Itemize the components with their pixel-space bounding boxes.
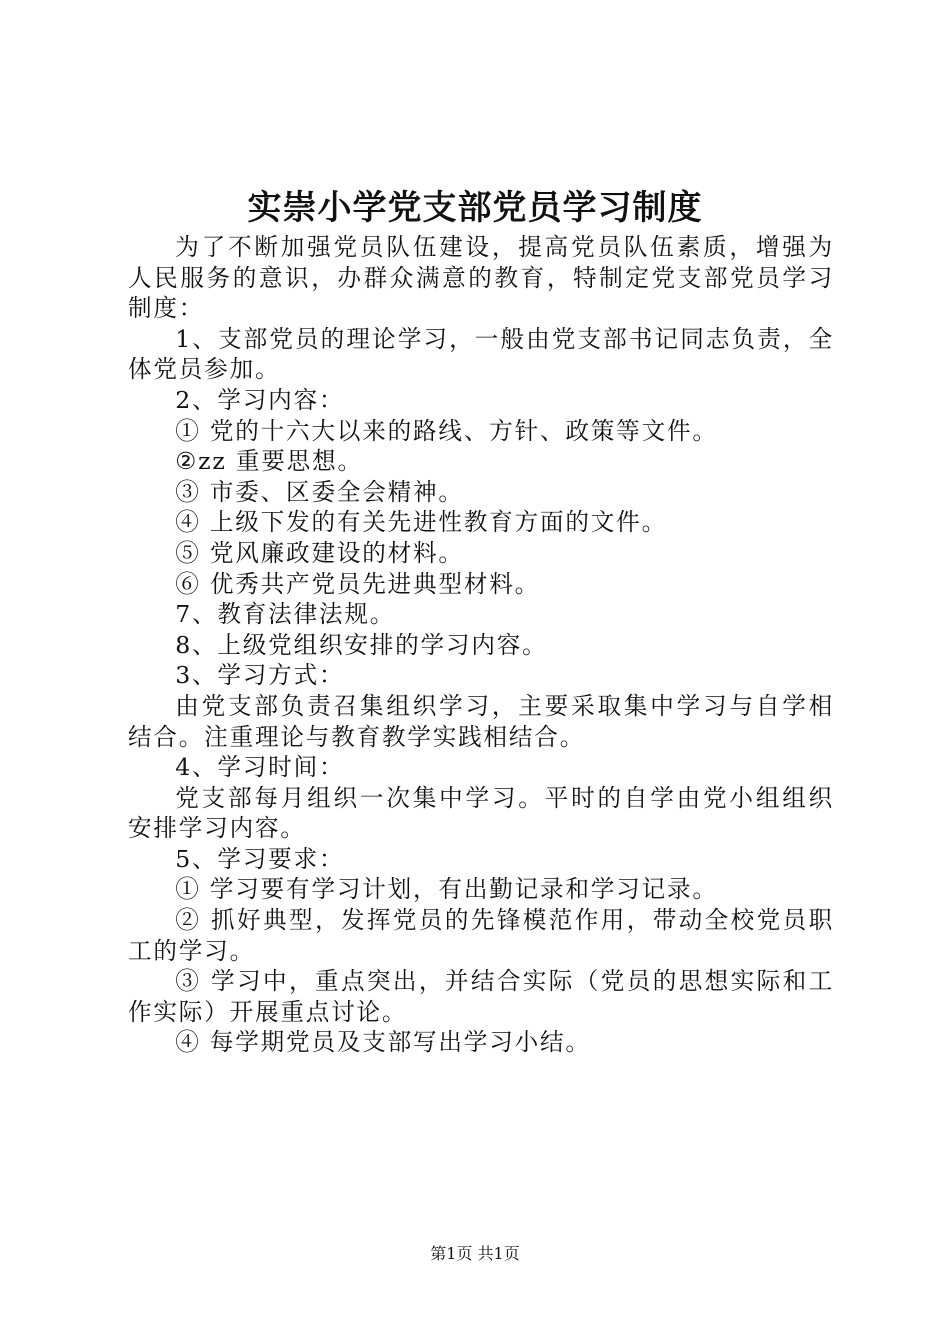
paragraph: 7、教育法律法规。 [175, 600, 396, 629]
paragraph: 为了不断加强党员队伍建设，提高党员队伍素质，增强为人民服务的意识，办群众满意的教育，特制定党支部党员学习制度： [128, 233, 834, 323]
paragraph: ④ 每学期党员及支部写出学习小结。 [175, 1028, 591, 1057]
paragraph: ⑤ 党风廉政建设的材料。 [175, 538, 464, 567]
document-body [128, 232, 834, 1058]
page-footer: 第1页 共1页 [430, 1244, 520, 1263]
paragraph: 5、学习要求： [175, 844, 345, 873]
paragraph: ②zz 重要思想。 [175, 447, 363, 476]
paragraph: 由党支部负责召集组织学习，主要采取集中学习与自学相结合。注重理论与教育教学实践相结合。 [128, 691, 834, 751]
paragraph: 8、上级党组织安排的学习内容。 [175, 630, 548, 659]
paragraph: 1、支部党员的理论学习，一般由党支部书记同志负责，全体党员参加。 [128, 324, 834, 384]
paragraph: ④ 上级下发的有关先进性教育方面的文件。 [175, 508, 667, 537]
paragraph: ⑥ 优秀共产党员先进典型材料。 [175, 569, 540, 598]
paragraph: 2、学习内容： [175, 385, 345, 414]
paragraph: ① 学习要有学习计划，有出勤记录和学习记录。 [175, 875, 718, 904]
paragraph: ② 抓好典型，发挥党员的先锋模范作用，带动全校党员职工的学习。 [128, 906, 834, 965]
paragraph: 党支部每月组织一次集中学习。平时的自学由党小组组织安排学习内容。 [128, 783, 834, 843]
page-title: 实崇小学党支部党员学习制度 [247, 188, 703, 228]
paragraph: ① 党的十六大以来的路线、方针、政策等文件。 [175, 416, 718, 445]
paragraph: ③ 学习中，重点突出，并结合实际（党员的思想实际和工作实际）开展重点讨论。 [128, 967, 834, 1026]
paragraph: 4、学习时间： [175, 753, 345, 782]
paragraph: 3、学习方式： [175, 661, 345, 690]
paragraph: ③ 市委、区委全会精神。 [175, 477, 464, 506]
